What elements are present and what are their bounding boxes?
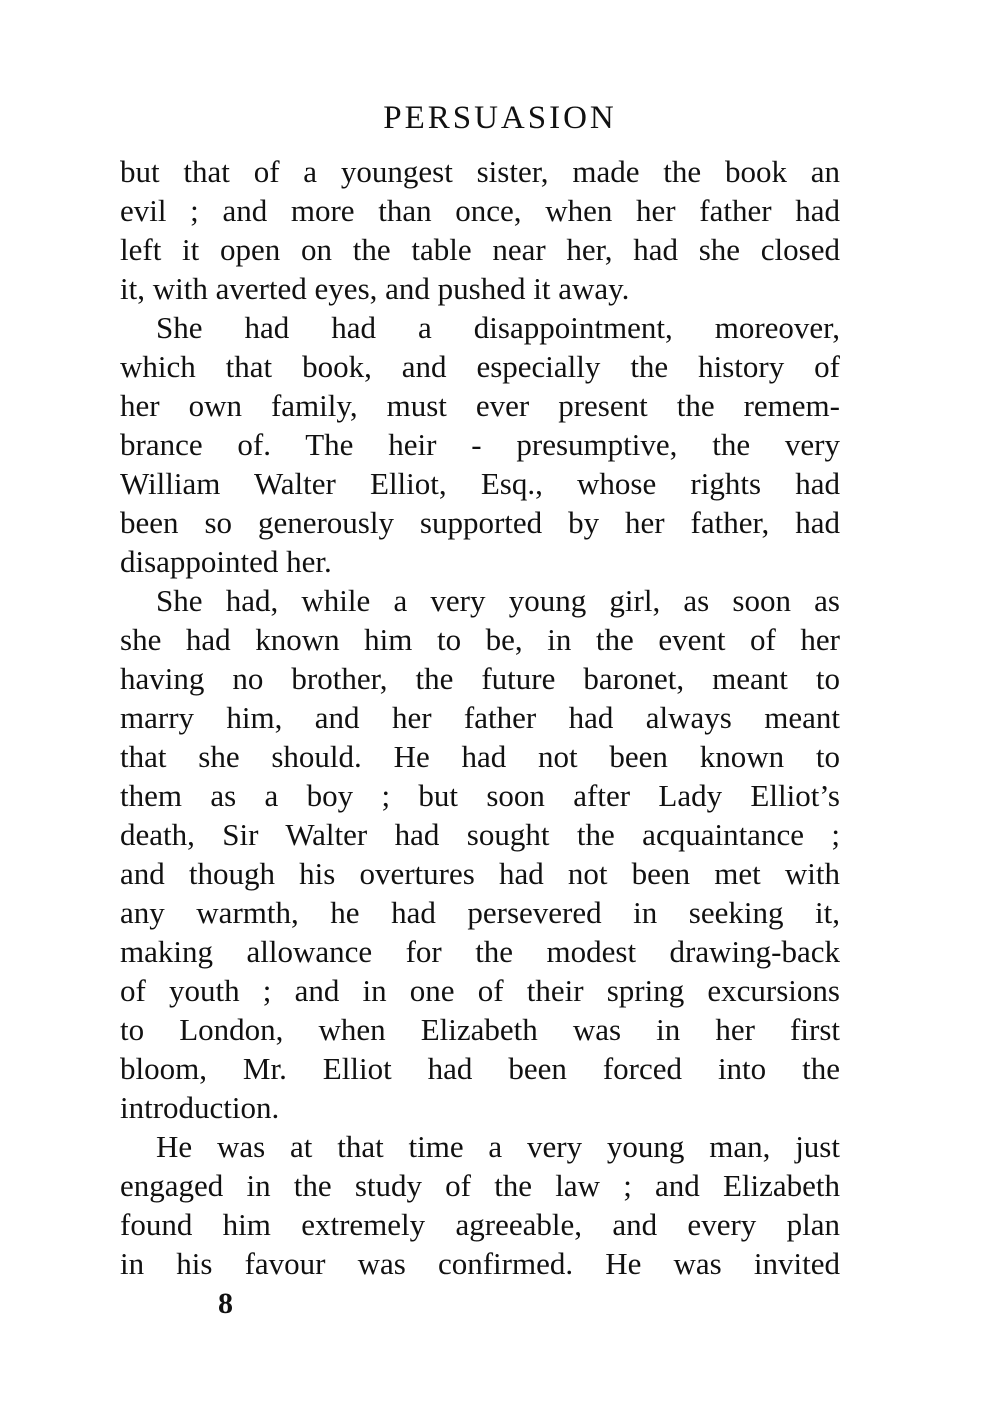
text-line: been so generously supported by her father, had [120,505,840,540]
text-line: engaged in the study of the law ; and Elizabeth [120,1168,840,1203]
paragraph [120,152,840,308]
text-line: it, with averted eyes, and pushed it away. [120,271,630,306]
text-line: bloom, Mr. Elliot had been forced into the [120,1051,840,1086]
text-line: marry him, and her father had always meant [120,700,840,735]
text-line: She had, while a very young girl, as soon as [156,583,840,618]
text-line: brance of. The heir - presumptive, the very [120,427,840,462]
text-line: having no brother, the future baronet, meant to [120,661,840,696]
text-line: She had had a disappointment, moreover, [156,310,840,345]
text-line: death, Sir Walter had sought the acquaintance ; [120,817,840,852]
text-line: but that of a youngest sister, made the book an [120,154,840,189]
text-line: she had known him to be, in the event of her [120,622,840,657]
text-line: introduction. [120,1090,280,1125]
text-line: her own family, must ever present the remem- [120,388,840,423]
text-line: of youth ; and in one of their spring excursions [120,973,840,1008]
text-line: found him extremely agreeable, and every plan [120,1207,840,1242]
text-line: them as a boy ; but soon after Lady Elliot’s [120,778,840,813]
text-line: any warmth, he had persevered in seeking it, [120,895,840,930]
text-line: evil ; and more than once, when her father had [120,193,840,228]
paragraph [120,308,840,581]
text-line: that she should. He had not been known to [120,739,840,774]
text-line: and though his overtures had not been met with [120,856,840,891]
text-line: to London, when Elizabeth was in her first [120,1012,840,1047]
text-line: disappointed her. [120,544,332,579]
text-line: William Walter Elliot, Esq., whose rights had [120,466,840,501]
text-line: He was at that time a very young man, just [156,1129,840,1164]
text-line: making allowance for the modest drawing-back [120,934,840,969]
text-line: left it open on the table near her, had she closed [120,232,840,267]
paragraph [120,1127,840,1283]
text-line: which that book, and especially the history of [120,349,840,384]
page-number: 8 [218,1287,233,1320]
body-text [120,152,840,1283]
text-line: in his favour was confirmed. He was invited [120,1246,840,1281]
paragraph [120,581,840,1127]
running-title: PERSUASION [383,100,617,136]
